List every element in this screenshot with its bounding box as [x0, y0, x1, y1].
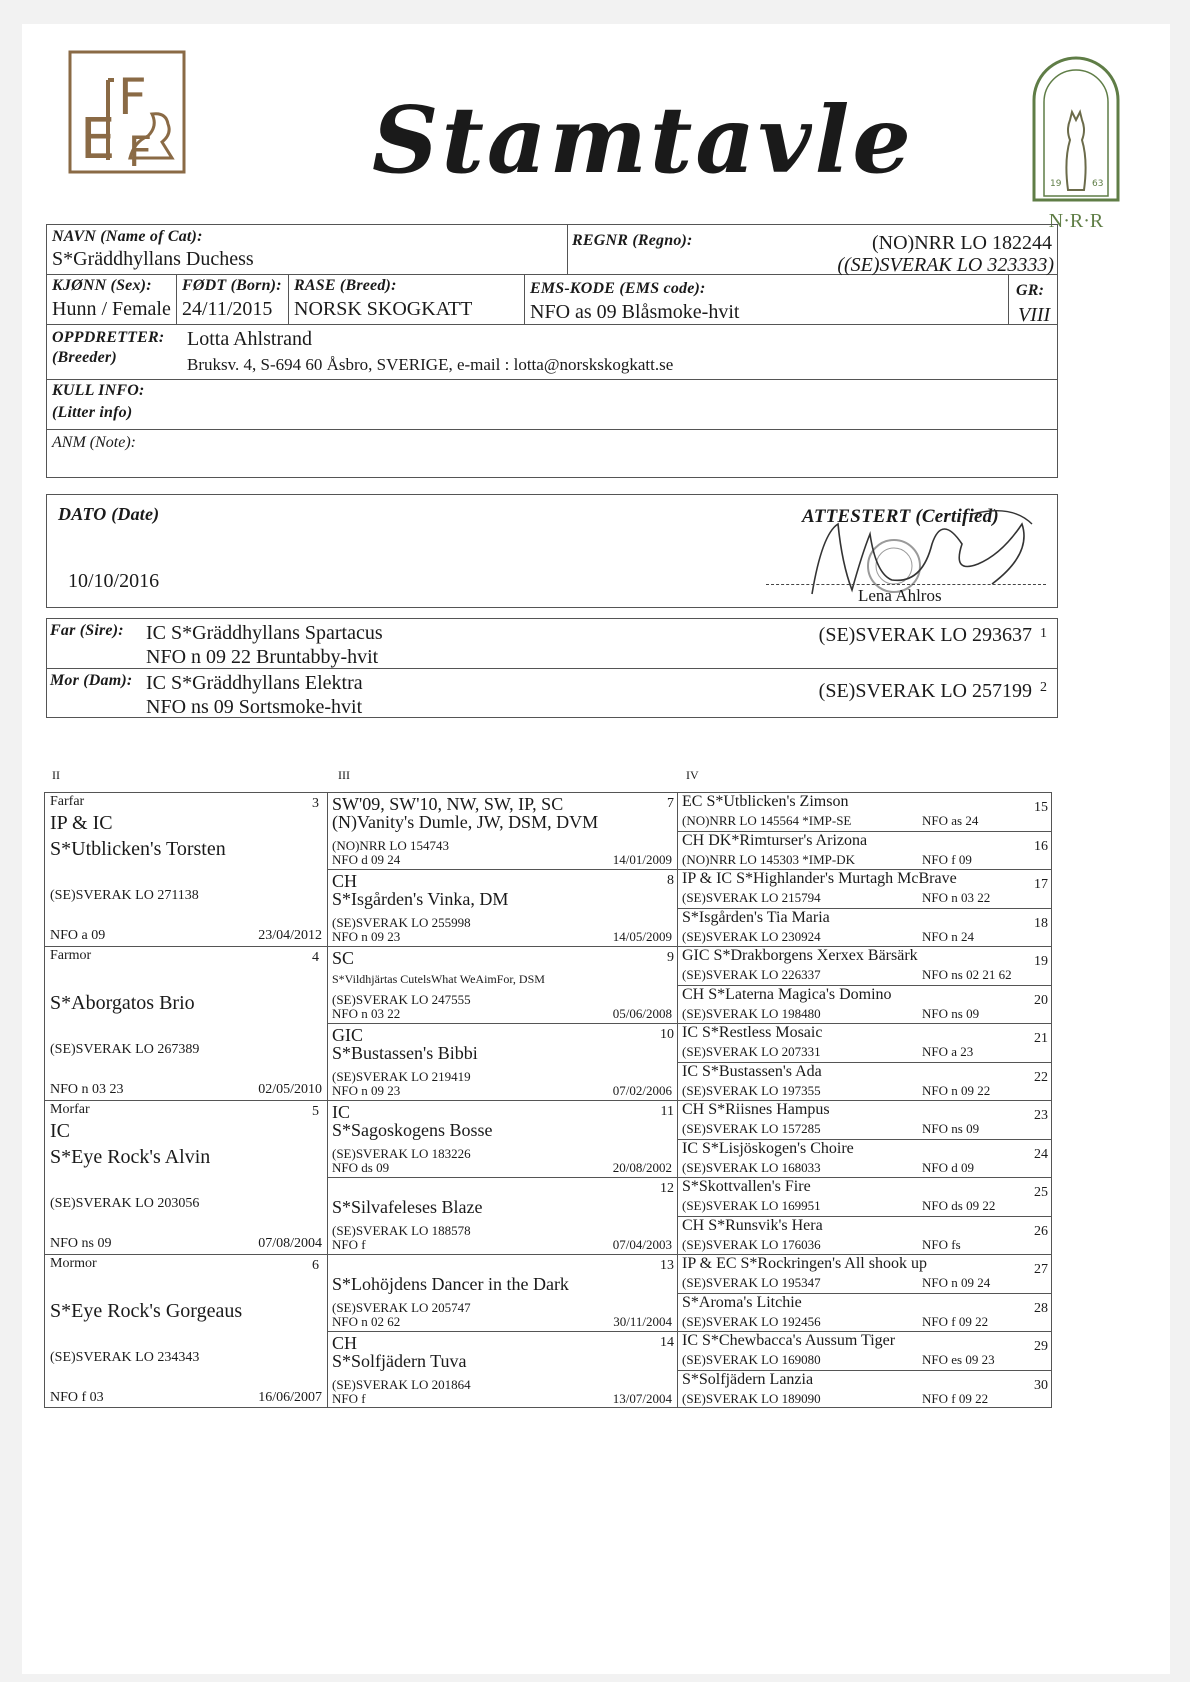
gen4-name: IP & IC S*Highlander's Murtagh McBrave — [682, 870, 957, 887]
gen3-date: 07/04/2003 — [612, 1237, 672, 1252]
col-header-ii: II — [52, 768, 60, 782]
gen3-reg: (SE)SVERAK LO 255998 — [332, 915, 471, 930]
gen2-role: Morfar — [50, 1102, 90, 1117]
date-label: DATO (Date) — [58, 504, 160, 524]
gen3-number: 8 — [667, 873, 674, 888]
gen4-number: 17 — [1034, 877, 1048, 892]
sire-ems: NFO n 09 22 Bruntabby-hvit — [146, 646, 379, 668]
gen4-number: 22 — [1034, 1069, 1048, 1085]
gen4-name: IC S*Restless Mosaic — [682, 1024, 823, 1041]
gen2-reg: (SE)SVERAK LO 267389 — [50, 1042, 200, 1057]
breeder-label: OPPDRETTER: — [52, 329, 165, 346]
gen4-name: CH DK*Rimturser's Arizona — [682, 831, 868, 849]
gen2-title: IC — [50, 1120, 70, 1142]
breeder-name: Lotta Ahlstrand — [187, 328, 312, 350]
gr-label: GR: — [1016, 282, 1045, 299]
gen4-name: CH S*Runsvik's Hera — [682, 1216, 823, 1234]
gen2-title: IP & IC — [50, 812, 113, 834]
gen4-ems: NFO n 09 24 — [922, 1275, 991, 1290]
gen4-number: 23 — [1034, 1108, 1048, 1123]
gen4-ems: NFO ns 09 — [922, 1005, 980, 1021]
note-label: ANM (Note): — [52, 434, 136, 451]
gen2-reg: (SE)SVERAK LO 203056 — [50, 1196, 200, 1211]
gen4-reg: (SE)SVERAK LO 192456 — [682, 1313, 821, 1329]
gen3-ems: NFO f — [332, 1237, 366, 1252]
gen4-number: 16 — [1034, 838, 1048, 854]
gen4-number: 18 — [1034, 915, 1048, 931]
gen3-ems: NFO n 09 23 — [332, 929, 401, 944]
pedigree-document — [22, 24, 1170, 1674]
gen4-reg: (NO)NRR LO 145564 *IMP-SE — [682, 813, 852, 828]
gen2-divider — [44, 1254, 327, 1255]
gen2-ems: NFO ns 09 — [50, 1236, 112, 1251]
gen2-date: 23/04/2012 — [258, 928, 322, 943]
gen2-role: Mormor — [50, 1256, 97, 1271]
gen3-number: 12 — [660, 1181, 674, 1196]
litter-label: KULL INFO: — [52, 382, 145, 399]
gen4-ems: NFO es 09 23 — [922, 1352, 995, 1367]
gen4-ems: NFO n 09 22 — [922, 1082, 991, 1098]
gen4-reg: (SE)SVERAK LO 176036 — [682, 1236, 821, 1252]
gen4-ems: NFO d 09 — [922, 1159, 975, 1175]
gen4-name: IP & EC S*Rockringen's All shook up — [682, 1255, 927, 1272]
gen3-name: S*Solfjädern Tuva — [332, 1351, 467, 1371]
cat-regnr-alt: ((SE)SVERAK LO 323333) — [837, 254, 1054, 276]
dam-name: IC S*Gräddhyllans Elektra — [146, 672, 363, 694]
gen4-reg: (NO)NRR LO 145303 *IMP-DK — [682, 851, 855, 867]
gen3-ems: NFO n 09 23 — [332, 1083, 401, 1098]
gen4-ems: NFO ds 09 22 — [922, 1198, 996, 1213]
gen4-number: 21 — [1034, 1031, 1048, 1046]
fife-logo — [68, 50, 186, 174]
gen3-number: 10 — [660, 1027, 674, 1042]
breeder-address: Bruksv. 4, S-694 60 Åsbro, SVERIGE, e-mail : lotta@norskskogkatt.se — [187, 355, 674, 374]
gen4-number: 30 — [1034, 1377, 1048, 1393]
page-title: Stamtavle — [372, 86, 914, 194]
gen4-ems: NFO f 09 — [922, 851, 972, 867]
gen2-number: 4 — [312, 950, 319, 965]
gen4-number: 25 — [1034, 1185, 1048, 1200]
litter-label-en: (Litter info) — [52, 404, 133, 421]
gen2-name: S*Eye Rock's Alvin — [50, 1146, 211, 1168]
ems-label: EMS-KODE (EMS code): — [530, 280, 706, 297]
gen4-reg: (SE)SVERAK LO 189090 — [682, 1390, 821, 1406]
svg-text:F: F — [118, 68, 147, 126]
gen3-ems: NFO f — [332, 1391, 366, 1406]
gen4-number: 26 — [1034, 1223, 1048, 1239]
dam-num: 2 — [1040, 680, 1047, 695]
gen4-name: EC S*Utblicken's Zimson — [682, 793, 849, 810]
gen4-ems: NFO n 24 — [922, 928, 975, 944]
gen3-name: S*Lohöjdens Dancer in the Dark — [332, 1274, 569, 1294]
nrr-emblem-label: N·R·R — [1048, 210, 1104, 232]
gen3-ems: NFO n 02 62 — [332, 1314, 401, 1329]
gen4-ems: NFO ns 09 — [922, 1121, 980, 1136]
gen3-number: 13 — [660, 1258, 674, 1273]
sex-label: KJØNN (Sex): — [52, 277, 152, 294]
gen2-ems: NFO n 03 23 — [50, 1082, 124, 1097]
cat-ems: NFO as 09 Blåsmoke-hvit — [530, 301, 740, 323]
gen4-name: IC S*Bustassen's Ada — [682, 1062, 822, 1080]
gen3-title: CH — [332, 871, 358, 891]
gen2-role: Farfar — [50, 794, 85, 809]
gen4-name: IC S*Lisjöskogen's Choire — [682, 1139, 854, 1157]
gen4-reg: (SE)SVERAK LO 226337 — [682, 967, 821, 982]
gen3-title: GIC — [332, 1025, 363, 1045]
signer-name: Lena Ahlros — [858, 586, 942, 605]
gen2-number: 6 — [312, 1258, 319, 1273]
gen2-date: 16/06/2007 — [258, 1390, 322, 1405]
sire-label: Far (Sire): — [50, 622, 124, 639]
gen4-name: S*Isgården's Tia Maria — [682, 908, 830, 926]
sire-reg: (SE)SVERAK LO 293637 — [818, 624, 1032, 646]
gen4-reg: (SE)SVERAK LO 197355 — [682, 1082, 821, 1098]
gen3-reg: (SE)SVERAK LO 201864 — [332, 1377, 471, 1392]
gen4-name: CH S*Laterna Magica's Domino — [682, 985, 892, 1003]
gen3-ems: NFO d 09 24 — [332, 852, 401, 867]
gen3-name: S*Vildhjärtas CutelsWhat WeAimFor, DSM — [332, 972, 545, 986]
gen3-name: S*Silvafeleses Blaze — [332, 1197, 483, 1217]
gen2-name: S*Utblicken's Torsten — [50, 838, 226, 860]
gen2-name: S*Aborgatos Brio — [50, 992, 195, 1014]
gen3-reg: (SE)SVERAK LO 247555 — [332, 992, 471, 1007]
gen3-date: 05/06/2008 — [612, 1006, 672, 1021]
gen2-divider — [44, 1100, 327, 1101]
gen3-date: 20/08/2002 — [612, 1160, 672, 1175]
born-label: FØDT (Born): — [182, 277, 282, 294]
gen4-ems: NFO as 24 — [922, 813, 979, 828]
gen3-divider — [327, 1254, 677, 1255]
dam-ems: NFO ns 09 Sortsmoke-hvit — [146, 696, 363, 718]
gen4-ems: NFO n 03 22 — [922, 890, 991, 905]
gen2-ems: NFO a 09 — [50, 928, 106, 943]
gen4-number: 28 — [1034, 1300, 1048, 1316]
gen2-role: Farmor — [50, 948, 92, 963]
gen3-date: 07/02/2006 — [612, 1083, 672, 1098]
gen3-title: CH — [332, 1333, 358, 1353]
gen4-name: GIC S*Drakborgens Xerxex Bärsärk — [682, 947, 918, 964]
gen3-divider — [327, 1177, 677, 1178]
gen4-number: 15 — [1034, 800, 1048, 815]
gen4-name: IC S*Chewbacca's Aussum Tiger — [682, 1332, 896, 1349]
gen4-reg: (SE)SVERAK LO 215794 — [682, 890, 821, 905]
gen2-date: 07/08/2004 — [258, 1236, 322, 1251]
gen2-divider — [44, 946, 327, 947]
cat-sex: Hunn / Female — [52, 298, 171, 320]
gen3-title: IC — [332, 1102, 350, 1122]
svg-text:F: F — [128, 127, 153, 174]
cat-breed: NORSK SKOGKATT — [294, 298, 473, 320]
cat-regnr: (NO)NRR LO 182244 — [872, 232, 1052, 254]
breeder-label-en: (Breeder) — [52, 349, 117, 366]
gen4-ems: NFO ns 02 21 62 — [922, 967, 1012, 982]
gen3-divider — [327, 946, 677, 947]
gen3-number: 9 — [667, 950, 674, 965]
gen3-divider — [327, 869, 677, 870]
gen4-number: 24 — [1034, 1146, 1048, 1162]
gen3-reg: (NO)NRR LO 154743 — [332, 838, 449, 853]
gen3-title: SW'09, SW'10, NW, SW, IP, SC — [332, 794, 564, 814]
gen4-name: S*Skottvallen's Fire — [682, 1178, 811, 1195]
gen3-date: 14/05/2009 — [612, 929, 672, 944]
gen4-reg: (SE)SVERAK LO 169080 — [682, 1352, 821, 1367]
cat-name: S*Gräddhyllans Duchess — [52, 248, 254, 270]
gen3-number: 14 — [660, 1335, 674, 1350]
gen4-reg: (SE)SVERAK LO 168033 — [682, 1159, 821, 1175]
gen3-reg: (SE)SVERAK LO 219419 — [332, 1069, 471, 1084]
gen3-date: 13/07/2004 — [612, 1391, 672, 1406]
svg-text:63: 63 — [1092, 179, 1104, 189]
gen3-name: (N)Vanity's Dumle, JW, DSM, DVM — [332, 812, 599, 832]
gen4-reg: (SE)SVERAK LO 207331 — [682, 1044, 821, 1059]
regnr-label: REGNR (Regno): — [572, 232, 693, 249]
gen2-ems: NFO f 03 — [50, 1390, 104, 1405]
gen3-divider — [327, 1331, 677, 1332]
gen2-name: S*Eye Rock's Gorgeaus — [50, 1300, 243, 1322]
gen4-ems: NFO f 09 22 — [922, 1390, 989, 1406]
nrr-emblem — [1028, 50, 1124, 240]
gen4-name: S*Solfjädern Lanzia — [682, 1370, 814, 1388]
gen3-divider — [327, 1023, 677, 1024]
gen3-number: 7 — [667, 796, 674, 811]
dam-label: Mor (Dam): — [50, 672, 133, 689]
gen3-name: S*Sagoskogens Bosse — [332, 1120, 493, 1140]
sire-name: IC S*Gräddhyllans Spartacus — [146, 622, 383, 644]
gen4-name: S*Aroma's Litchie — [682, 1293, 802, 1311]
gen3-name: S*Bustassen's Bibbi — [332, 1043, 478, 1063]
gen4-number: 20 — [1034, 992, 1048, 1008]
gen4-ems: NFO a 23 — [922, 1044, 974, 1059]
gr-value: VIII — [1018, 304, 1051, 326]
gen4-number: 29 — [1034, 1339, 1048, 1354]
gen3-number: 11 — [660, 1104, 674, 1119]
gen3-divider — [327, 1100, 677, 1101]
gen4-number: 19 — [1034, 954, 1048, 969]
gen4-ems: NFO f 09 22 — [922, 1313, 989, 1329]
gen4-reg: (SE)SVERAK LO 169951 — [682, 1198, 821, 1213]
gen3-date: 30/11/2004 — [613, 1314, 672, 1329]
col-header-iv: IV — [686, 768, 699, 782]
svg-text:19: 19 — [1050, 179, 1062, 189]
gen4-name: CH S*Riisnes Hampus — [682, 1101, 830, 1118]
gen2-reg: (SE)SVERAK LO 234343 — [50, 1350, 200, 1365]
gen4-reg: (SE)SVERAK LO 198480 — [682, 1005, 821, 1021]
gen4-reg: (SE)SVERAK LO 195347 — [682, 1275, 821, 1290]
gen3-date: 14/01/2009 — [612, 852, 672, 867]
svg-text:E: E — [80, 107, 116, 172]
gen2-number: 3 — [312, 796, 319, 811]
gen3-name: S*Isgården's Vinka, DM — [332, 889, 509, 909]
name-label: NAVN (Name of Cat): — [52, 228, 203, 245]
gen4-number: 27 — [1034, 1262, 1048, 1277]
gen4-ems: NFO fs — [922, 1236, 961, 1252]
gen3-reg: (SE)SVERAK LO 205747 — [332, 1300, 471, 1315]
certified-label: ATTESTERT (Certified) — [802, 506, 999, 527]
sire-num: 1 — [1040, 626, 1047, 641]
gen3-reg: (SE)SVERAK LO 188578 — [332, 1223, 471, 1238]
gen3-reg: (SE)SVERAK LO 183226 — [332, 1146, 471, 1161]
gen2-date: 02/05/2010 — [258, 1082, 322, 1097]
col-header-iii: III — [338, 768, 350, 782]
gen2-reg: (SE)SVERAK LO 271138 — [50, 888, 199, 903]
gen3-ems: NFO ds 09 — [332, 1160, 390, 1175]
dam-reg: (SE)SVERAK LO 257199 — [818, 680, 1032, 702]
certificate-date: 10/10/2016 — [68, 570, 160, 592]
breed-label: RASE (Breed): — [294, 277, 397, 294]
gen2-number: 5 — [312, 1104, 319, 1119]
cat-born: 24/11/2015 — [182, 298, 273, 320]
gen4-reg: (SE)SVERAK LO 157285 — [682, 1121, 821, 1136]
gen4-reg: (SE)SVERAK LO 230924 — [682, 928, 821, 944]
gen3-title: SC — [332, 948, 355, 968]
gen3-ems: NFO n 03 22 — [332, 1006, 401, 1021]
